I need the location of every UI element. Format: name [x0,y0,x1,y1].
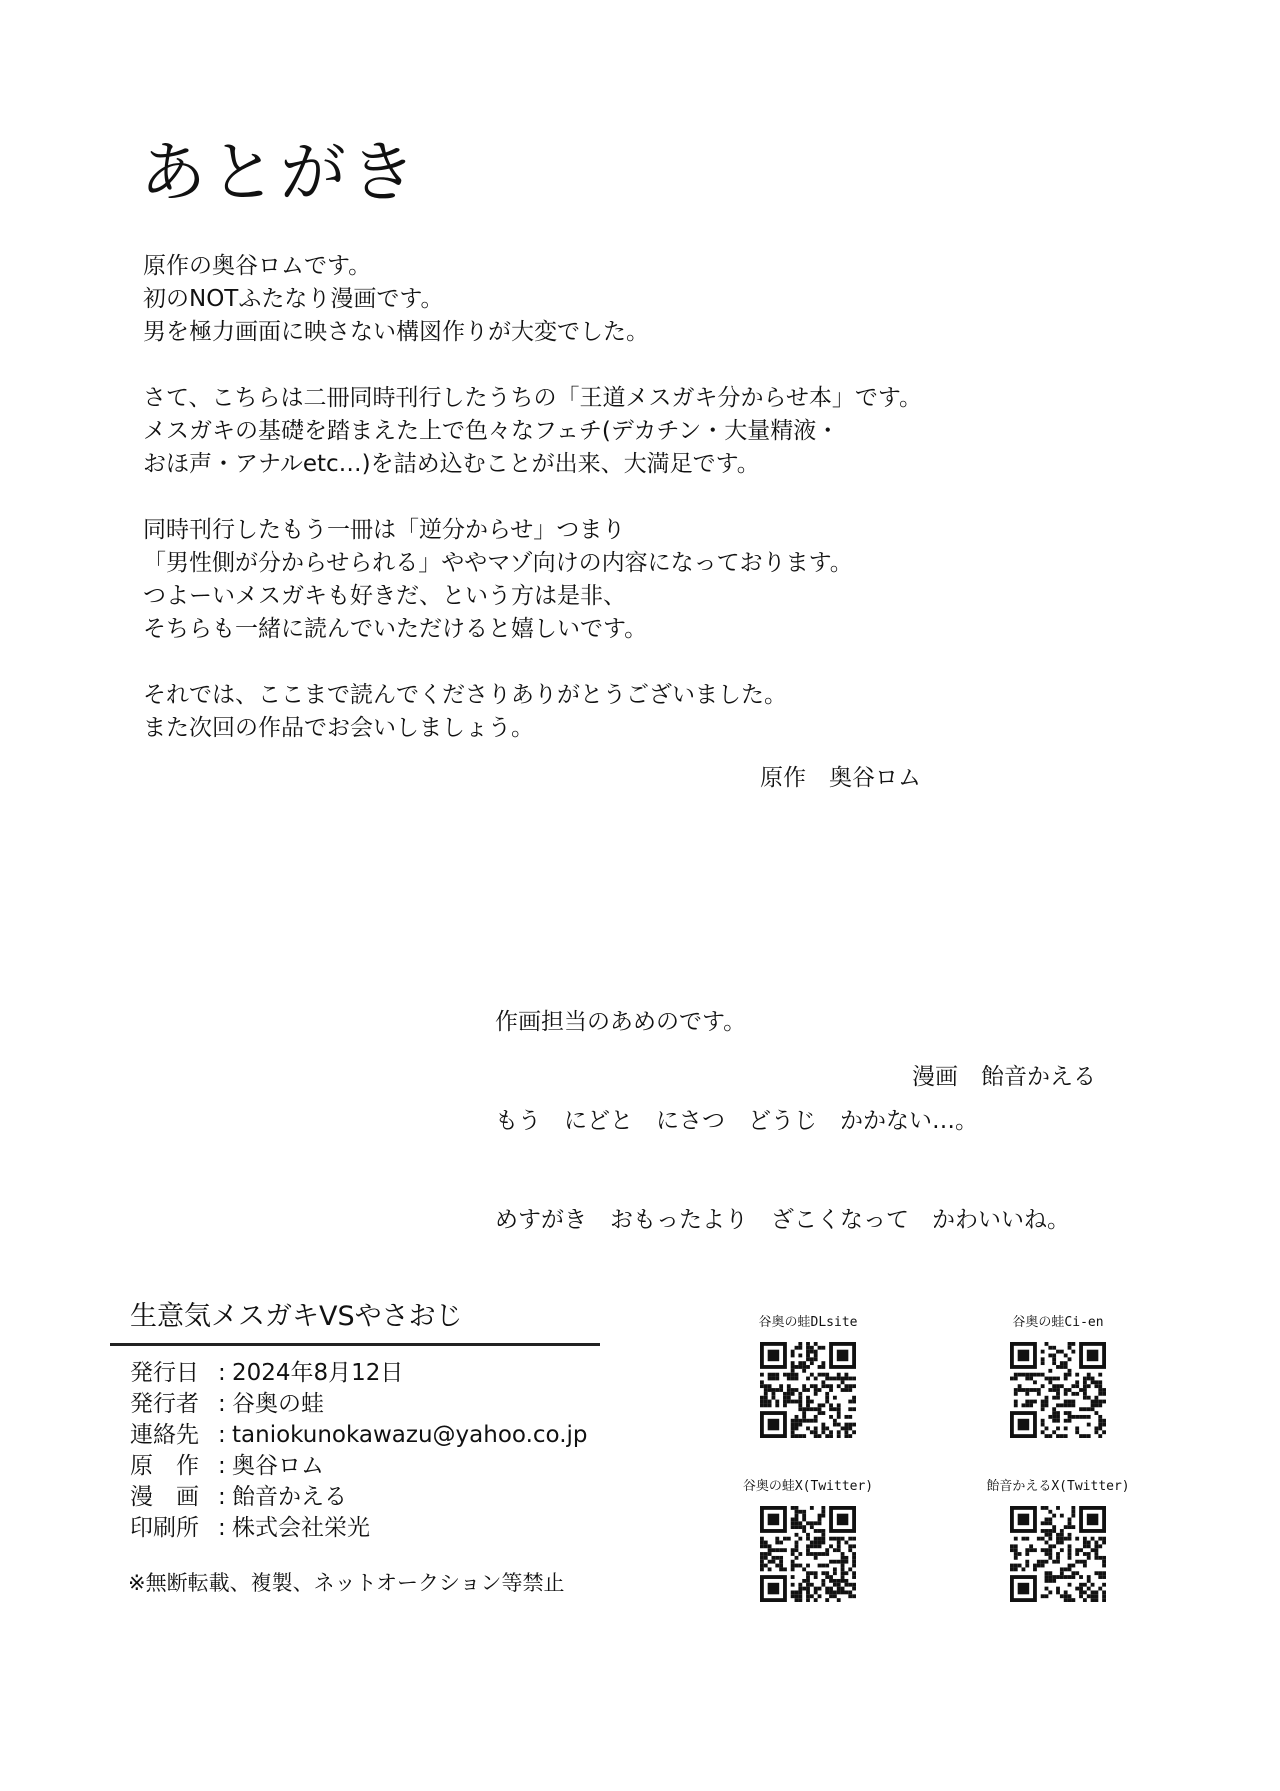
artist-signature: 漫画 飴音かえる [912,1064,1096,1090]
text-line: 作画担当のあめのです。 [495,1009,747,1035]
text-line: 原作の奥谷ロムです。 [143,253,372,279]
qr-label: 谷奥の蛙DLsite [758,1315,858,1330]
colophon-divider [110,1343,600,1346]
qr-label: 谷奥の蛙X(Twitter) [742,1479,874,1494]
colophon-row [110,1420,610,1451]
page-title: あとがき [140,134,420,211]
text-line: おほ声・アナルetc…)を詰め込むことが出来、大満足です。 [143,451,760,477]
colophon-separator: : [218,1515,226,1541]
colophon-separator: : [218,1391,226,1417]
text-line: 同時刊行したもう一冊は「逆分からせ」つまり [143,517,626,543]
colophon-value: 奥谷ロム [232,1453,324,1479]
colophon-row [110,1451,610,1482]
colophon-value: 株式会社栄光 [232,1515,370,1541]
colophon-key: 漫 画 [130,1484,199,1510]
afterword-paragraph [143,679,1143,745]
colophon-separator: : [218,1484,226,1510]
colophon-separator: : [218,1422,226,1448]
text-line: もう にどと にさつ どうじ かかない…。 [495,1108,978,1134]
text-line: めすがき おもったより ざこくなって かわいいね。 [495,1207,1070,1233]
colophon-row [110,1513,610,1544]
text-line: それでは、ここまで読んでくださりありがとうございました。 [143,682,787,708]
text-line: 「男性側が分からせられる」ややマゾ向けの内容になっております。 [143,550,853,576]
author-signature: 原作 奥谷ロム [760,765,921,791]
text-line: つよーいメスガキも好きだ、という方は是非、 [143,583,626,609]
colophon-separator: : [218,1360,226,1386]
colophon-key: 原 作 [130,1453,199,1479]
qr-x-ameoto[interactable] [958,1478,1158,1602]
qr-dlsite[interactable] [728,1314,888,1438]
afterword-paragraph [143,250,1143,349]
colophon-row [110,1389,610,1420]
colophon-value: 谷奥の蛙 [232,1391,324,1417]
artist-note [495,940,1070,1270]
qr-code-icon[interactable] [1010,1506,1106,1602]
text-line: そちらも一緒に読んでいただけると嬉しいです。 [143,616,648,642]
text-line: メスガキの基礎を踏まえた上で色々なフェチ(デカチン・大量精液・ [143,418,840,444]
text-line: また次回の作品でお会いしましょう。 [143,715,534,741]
book-title: 生意気メスガキVSやさおじ [130,1301,463,1332]
colophon-key: 発行日 [130,1360,199,1386]
colophon-row [110,1482,610,1513]
text-line: 初のNOTふたなり漫画です。 [143,286,444,312]
qr-code-icon[interactable] [760,1342,856,1438]
copyright-notice: ※無断転載、複製、ネットオークション等禁止 [128,1571,565,1595]
colophon-value: 2024年8月12日 [232,1360,404,1386]
text-line: さて、こちらは二冊同時刊行したうちの「王道メスガキ分からせ本」です。 [143,385,923,411]
colophon [110,1297,610,1598]
qr-cien[interactable] [978,1314,1138,1438]
colophon-key: 印刷所 [130,1515,199,1541]
qr-label: 谷奥の蛙Ci-en [1012,1315,1104,1330]
afterword-paragraph [143,514,1143,646]
colophon-row [110,1358,610,1389]
qr-label: 飴音かえるX(Twitter) [986,1479,1130,1494]
afterword-body [143,250,1143,745]
contact-email[interactable]: taniokunokawazu@yahoo.co.jp [232,1422,588,1448]
colophon-value: 飴音かえる [232,1484,347,1510]
qr-code-icon[interactable] [1010,1342,1106,1438]
qr-x-taniokunokawazu[interactable] [718,1478,898,1602]
text-line: 男を極力画面に映さない構図作りが大変でした。 [143,319,649,345]
afterword-paragraph [143,382,1143,481]
qr-code-icon[interactable] [760,1506,856,1602]
colophon-key: 発行者 [130,1391,199,1417]
colophon-key: 連絡先 [130,1422,199,1448]
colophon-separator: : [218,1453,226,1479]
